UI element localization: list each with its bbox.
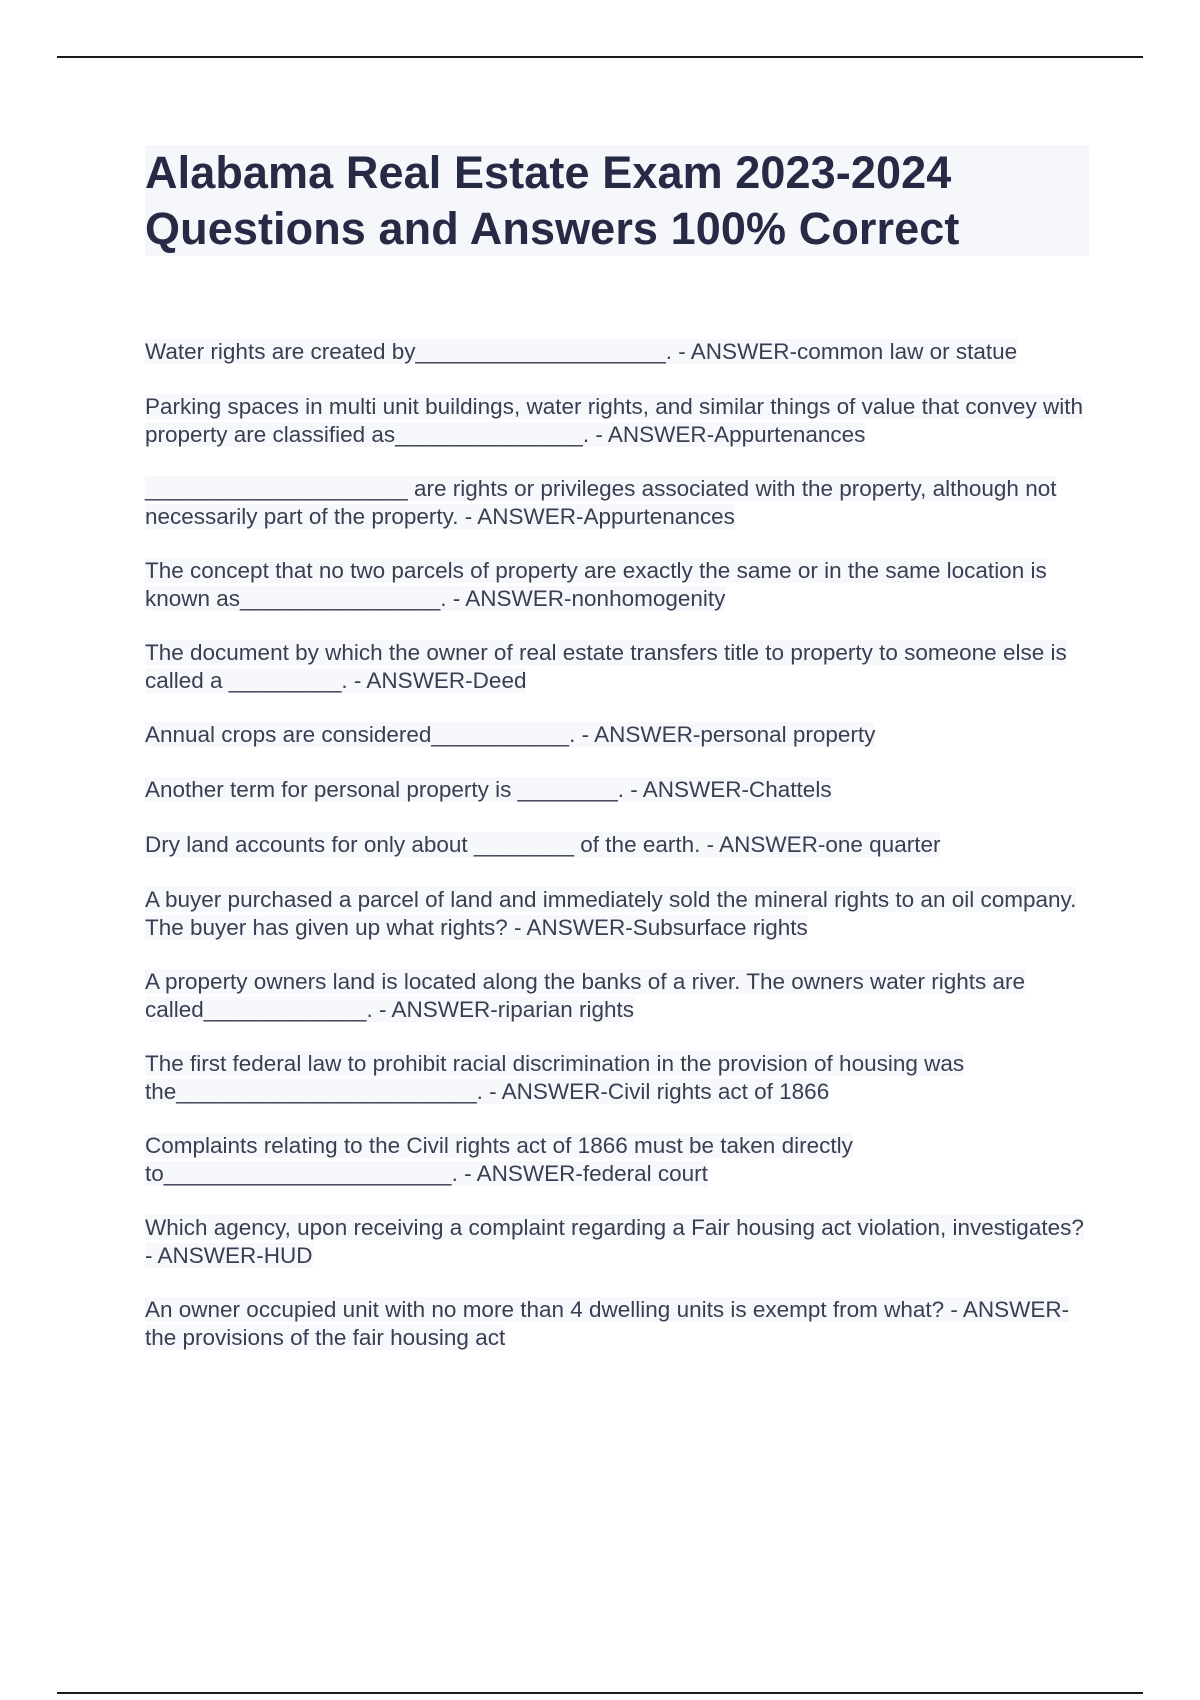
qa-item-1: Water rights are created by____________________. - ANSWER-common law or statue	[145, 339, 1018, 364]
qa-item-11: The first federal law to prohibit racial discrimination in the provision of housing was the________________________. - ANSWER-Civil rights act of 1866	[145, 1051, 965, 1104]
qa-item-3: _____________________ are rights or privileges associated with the property, although not necessarily part of the property. - ANSWER-Appurtenances	[145, 476, 1057, 529]
qa-item-6: Annual crops are considered___________. - ANSWER-personal property	[145, 722, 876, 747]
page-title	[145, 145, 1089, 257]
bottom-rule	[57, 1692, 1143, 1694]
qa-item-12: Complaints relating to the Civil rights act of 1866 must be taken directly to_______________________. - ANSWER-federal court	[145, 1133, 853, 1186]
qa-item-4: The concept that no two parcels of property are exactly the same or in the same location is known as________________. - ANSWER-nonhomogenity	[145, 558, 1047, 611]
qa-item-7: Another term for personal property is ________. - ANSWER-Chattels	[145, 777, 832, 802]
qa-item-5: The document by which the owner of real estate transfers title to property to someone else is called a _________. - ANSWER-Deed	[145, 640, 1067, 693]
qa-list	[145, 338, 1095, 1378]
qa-item-13: Which agency, upon receiving a complaint regarding a Fair housing act violation, investigates? - ANSWER-HUD	[145, 1215, 1084, 1268]
qa-item-10: A property owners land is located along the banks of a river. The owners water rights are called_____________. - ANSWER-riparian rights	[145, 969, 1026, 1022]
qa-item-14: An owner occupied unit with no more than 4 dwelling units is exempt from what? - ANSWER-the provisions of the fair housing act	[145, 1297, 1070, 1350]
qa-item-9: A buyer purchased a parcel of land and immediately sold the mineral rights to an oil company. The buyer has given up what rights? - ANSWER-Subsurface rights	[145, 887, 1077, 940]
top-rule	[57, 56, 1143, 58]
page-title-line-2: Questions and Answers 100% Correct	[145, 203, 960, 254]
qa-item-8: Dry land accounts for only about ________ of the earth. - ANSWER-one quarter	[145, 832, 941, 857]
title-block	[145, 145, 1089, 256]
page-title-line-1: Alabama Real Estate Exam 2023-2024	[145, 147, 952, 198]
qa-item-2: Parking spaces in multi unit buildings, water rights, and similar things of value that convey with property are classified as_______________. - ANSWER-Appurtenances	[145, 394, 1083, 447]
